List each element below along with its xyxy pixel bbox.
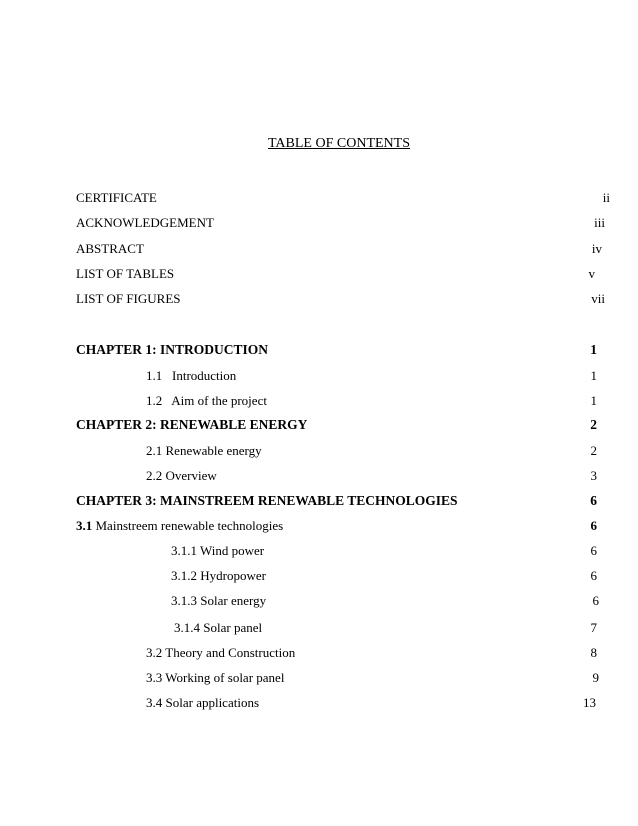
toc-entry-label: 3.3 Working of solar panel (146, 670, 285, 685)
toc-entry-page: 6 (590, 568, 597, 583)
toc-entry-page: 6 (590, 493, 597, 508)
toc-entry-label: 1.1 Introduction (146, 368, 237, 383)
toc-entry-label: LIST OF FIGURES (76, 291, 181, 306)
toc-entry-label: 2.1 Renewable energy (146, 443, 262, 458)
toc-entry-2-1 (0, 441, 638, 461)
toc-entry-abstract (0, 239, 638, 259)
toc-entry-label: 3.1.4 Solar panel (174, 620, 263, 635)
toc-entry-label: 3.1.1 Wind power (171, 543, 265, 558)
toc-entry-page: 13 (583, 695, 596, 710)
toc-entry-page: 2 (590, 443, 597, 458)
toc-entry-2-2 (0, 466, 638, 486)
toc-entry-label: CHAPTER 3: MAINSTREEM RENEWABLE TECHNOLOGIES (76, 493, 458, 508)
toc-entry-page: 1 (590, 368, 597, 383)
toc-entry-page: 7 (590, 620, 597, 635)
toc-entry-acknowledgement (0, 213, 638, 233)
toc-entry-page: 8 (590, 645, 597, 660)
section-title: Mainstreem renewable technologies (92, 518, 284, 533)
toc-entry-page: iv (591, 241, 602, 256)
toc-entry-label: 3.1.2 Hydropower (171, 568, 266, 583)
toc-entry-page: ii (602, 190, 610, 205)
toc-entry-page: 6 (590, 518, 597, 533)
toc-chapter-3 (0, 491, 638, 511)
toc-entry-label: CHAPTER 2: RENEWABLE ENERGY (76, 417, 308, 432)
toc-entry-page: 1 (590, 393, 597, 408)
toc-entry-label: 1.2 Aim of the project (146, 393, 267, 408)
toc-entry-1-2 (0, 391, 638, 411)
toc-entry-3-1 (0, 516, 638, 536)
toc-entry-page: vii (591, 291, 605, 306)
toc-entry-3-1-3 (0, 591, 638, 611)
toc-chapter-2 (0, 415, 638, 435)
toc-entry-3-2 (0, 643, 638, 663)
toc-entry-page: 6 (592, 593, 599, 608)
toc-entry-page: 6 (590, 543, 597, 558)
toc-entry-page: 9 (592, 670, 599, 685)
toc-entry-label: ACKNOWLEDGEMENT (76, 215, 214, 230)
toc-entry-certificate (0, 188, 638, 208)
toc-entry-label: 2.2 Overview (146, 468, 217, 483)
toc-entry-3-1-4 (0, 618, 638, 638)
page-title: TABLE OF CONTENTS (268, 136, 410, 151)
toc-entry-label: 3.4 Solar applications (146, 695, 260, 710)
toc-entry-page: 1 (590, 342, 597, 357)
toc-entry-label (76, 516, 283, 536)
toc-entry-label: CHAPTER 1: INTRODUCTION (76, 342, 269, 357)
toc-chapter-1 (0, 340, 638, 360)
toc-entry-list-of-figures (0, 289, 638, 309)
toc-entry-label: 3.1.3 Solar energy (171, 593, 267, 608)
toc-entry-1-1 (0, 366, 638, 386)
toc-entry-page: 3 (590, 468, 597, 483)
toc-entry-3-3 (0, 668, 638, 688)
toc-entry-3-1-1 (0, 541, 638, 561)
toc-entry-label: LIST OF TABLES (76, 266, 175, 281)
toc-entry-3-1-2 (0, 566, 638, 586)
toc-entry-label: CERTIFICATE (76, 190, 157, 205)
toc-entry-label: ABSTRACT (76, 241, 144, 256)
toc-entry-page: v (588, 266, 595, 281)
toc-entry-label: 3.2 Theory and Construction (146, 645, 296, 660)
toc-entry-3-4 (0, 693, 638, 713)
toc-entry-page: 2 (590, 417, 597, 432)
toc-entry-page: iii (594, 215, 605, 230)
section-number: 3.1 (76, 518, 93, 533)
toc-entry-list-of-tables (0, 264, 638, 284)
